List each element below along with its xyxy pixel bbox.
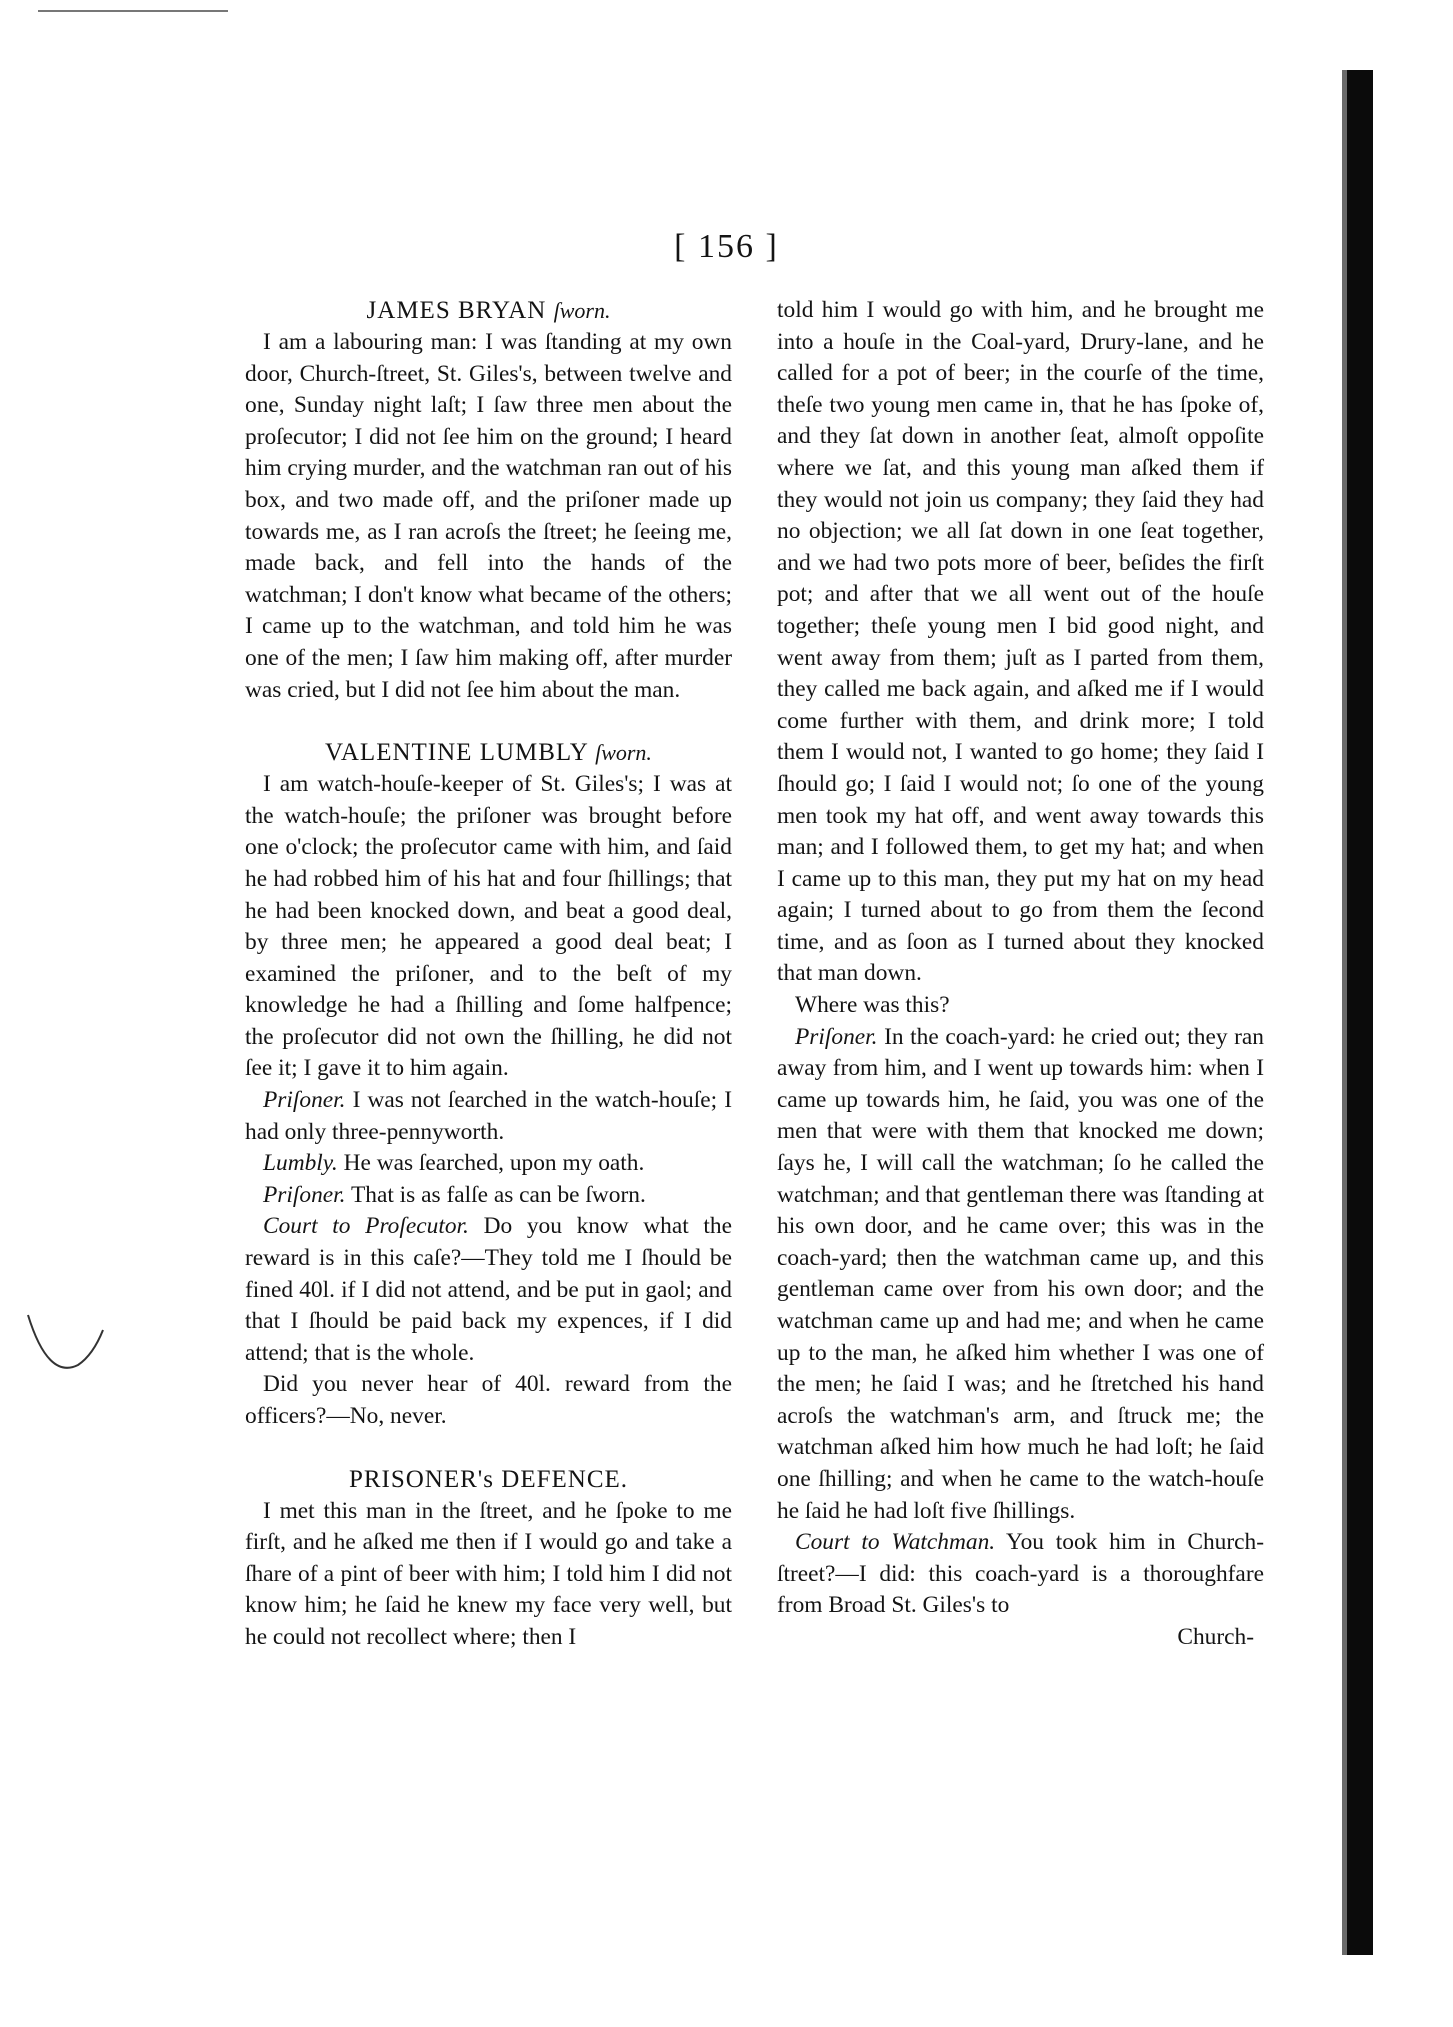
catchword: Church-: [1177, 1623, 1254, 1650]
exchange-prisoner-2: Priſoner. That is as falſe as can be ſworn.: [263, 1181, 646, 1208]
binding-edge: [1347, 70, 1373, 1955]
prisoner-answer: Priſoner. In the coach-yard: he cried out; they ran away from him, and I went up towards him: when I came up towards him, he ſaid, you was one of the men that were with them that knocked me down; ſays he, I will call the watchman; ſo he called the watchman; and that gentleman there was ſtanding at his own door, and he came over; this was in the coach-yard; then the watchman came up, and this gentleman came over from his own door; and the watchman came up and had me; and when he came up to the man, he aſked him whether I was one of the men; he ſaid I was; and he ſtretched his hand acroſs the watchman's arm, and ſtruck me; the watchman aſked him how much he had loſt; he ſaid one ſhilling; and when he came to the watch-houſe he ſaid he had loſt five ſhillings.: [777, 1023, 1264, 1524]
testimony-bryan: I am a labouring man: I was ſtanding at my own door, Church-ſtreet, St. Giles's, between twelve and one, Sunday night laſt; I ſaw three men about the proſecutor; I did not ſee him on the ground; I heard him crying murder, and the watchman ran out of his box, and two made off, and the priſoner made up towards me, as I ran acroſs the ſtreet; he ſeeing me, made back, and fell into the hands of the watchman; I don't know what became of the others; I came up to the watchman, and told him he was one of the men; I ſaw him making off, after murder was cried, but I did not ſee him about the man.: [245, 329, 732, 703]
defence-text: I met this man in the ſtreet, and he ſpoke to me firſt, and he aſked me then if I would go and take a ſhare of a pint of beer with him; I told him I did not know him; he ſaid he knew my face very well, but he could not recollect where; then I: [245, 1497, 732, 1650]
question-where: Where was this?: [795, 992, 950, 1019]
exchange-court-prosecutor: Court to Proſecutor. Do you know what the reward is in this caſe?—They told me I ſhould be fined 40l. if I did not attend, and be put in gaol; and that I ſhould be paid back my expences, if I did attend; that is the whole.: [245, 1213, 732, 1366]
testimony-lumbly: I am watch-houſe-keeper of St. Giles's; I was at the watch-houſe; the priſoner was brought before one o'clock; the proſecutor came with him, and ſaid he had robbed him of his hat and four ſhillings; that he had been knocked down, and beat a good deal, by three men; he appeared a good deal beat; I examined the priſoner, and to the beſt of my knowledge he had a ſhilling and ſome halfpence; the proſecutor did not own the ſhilling, he did not ſee it; I gave it to him again.: [245, 771, 732, 1082]
defence-continuation: told him I would go with him, and he brought me into a houſe in the Coal-yard, Drury-lane, and he called for a pot of beer; in the courſe of the time, theſe two young men came in, that he has ſpoke of, and they ſat down in another ſeat, almoſt oppoſite where we ſat, and this young man aſked them if they would not join us company; they ſaid they had no objection; we all ſat down in one ſeat together, and we had two pots more of beer, beſides the firſt pot; and after that we all went out of the houſe together; theſe young men I bid good night, and went away from them; juſt as I parted from them, they called me back again, and aſked me if I would come further with them, and drink more; I told them I would not, I wanted to go home; they ſaid I ſhould go; I ſaid I would not; ſo one of the young men took my hat off, and went away towards this man; and I followed them, to get my hat; and when I came up to this man, they put my hat on my head again; I turned about to go from them the ſecond time, and as ſoon as I turned about they knocked that man down.: [777, 297, 1264, 987]
scan-artifact-margin-mark: [18, 1305, 118, 1385]
defence-heading: PRISONER's DEFENCE.: [348, 1465, 629, 1493]
scan-artifact-top-rule: [38, 10, 228, 12]
exchange-lumbly: Lumbly. He was ſearched, upon my oath.: [263, 1150, 645, 1177]
page-number: [ 156 ]: [674, 228, 779, 265]
left-column: [245, 295, 732, 1654]
court-to-watchman: Court to Watchman. You took him in Church-ſtreet?—I did: this coach-yard is a thoroughfare from Broad St. Giles's to: [777, 1529, 1264, 1619]
exchange-reward-question: Did you never hear of 40l. reward from the officers?—No, never.: [245, 1371, 732, 1429]
exchange-prisoner-1: Priſoner. I was not ſearched in the watch-houſe; I had only three-pennyworth.: [245, 1087, 732, 1145]
right-column: [777, 295, 1264, 1654]
witness-heading-bryan: JAMES BRYAN ſworn.: [366, 297, 611, 324]
witness-heading-lumbly: VALENTINE LUMBLY ſworn.: [325, 739, 652, 767]
